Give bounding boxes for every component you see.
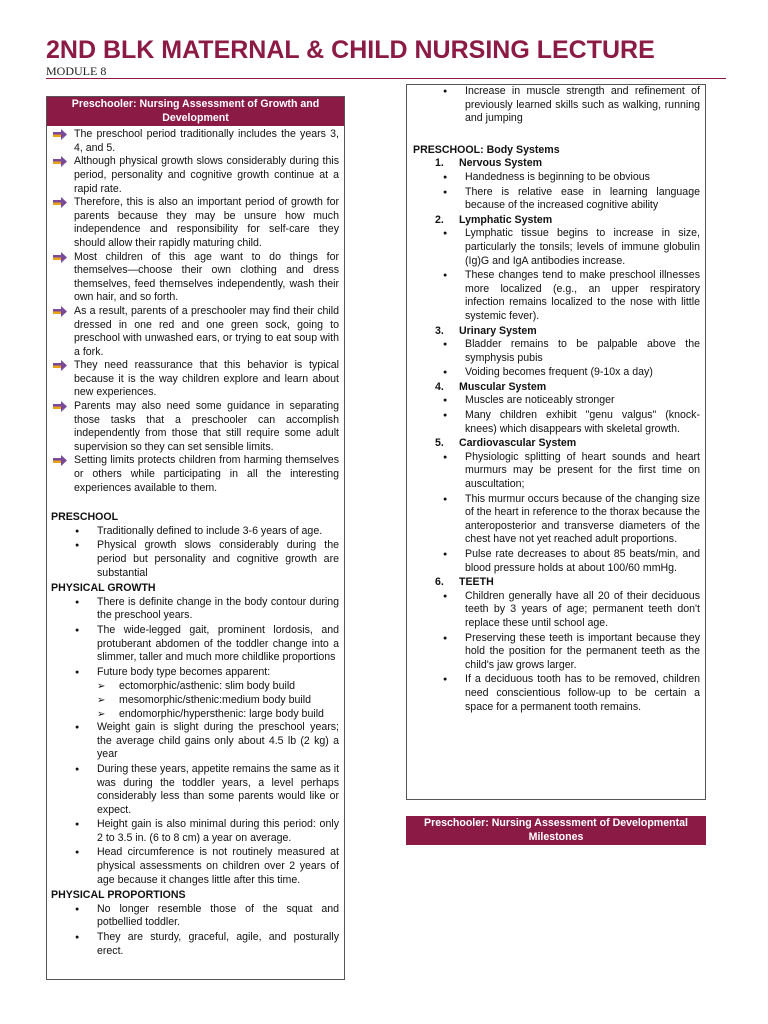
arrow-bullet-icon: [53, 252, 67, 263]
list-item: ● There is relative ease in learning language because of the increased cognitive ability: [413, 186, 700, 213]
system-name: Urinary System: [459, 324, 537, 337]
list-item-text: endomorphic/hypersthenic: large body build: [119, 707, 324, 720]
list-item: ● Voiding becomes frequent (9-10x a day): [413, 366, 700, 380]
list-item: [51, 818, 339, 845]
arrow-bullet-icon: [53, 401, 67, 412]
top-list: [413, 85, 700, 126]
list-item: ● Children generally have all 20 of their deciduous teeth by 3 years of age; permanent teeth don't replace these until school age.: [413, 590, 700, 631]
header-divider: [46, 78, 726, 79]
section-header-growth-development: Preschooler: Nursing Assessment of Growth and Development: [47, 97, 344, 126]
arrow-bullet-icon: [53, 197, 67, 208]
system-number: 5.: [435, 437, 444, 450]
list-item-text: As a result, parents of a preschooler may find their child dressed in one red and one green sock, going to preschool with unwashed ears, or trying to eat soup with a fork.: [74, 304, 339, 358]
system-name: Muscular System: [459, 380, 547, 393]
list-item: ● Many children exhibit "genu valgus" (knock-knees) which disappears with skeletal growth.: [413, 409, 700, 436]
system-title: [413, 325, 700, 339]
list-item: [51, 305, 339, 359]
body-systems: [413, 157, 700, 714]
list-item: ● This murmur occurs because of the changing size of the heart in reference to the thorax because the anteroposterior and transverse diameters of the chest have not yet reached adult proportions.: [413, 493, 700, 547]
intro-list: [51, 128, 339, 495]
list-item-text: Height gain is also minimal during this period: only 2 to 3.5 in. (6 to 8 cm) a year on average.: [97, 818, 339, 844]
list-item: ● Bladder remains to be palpable above the symphysis pubis: [413, 338, 700, 365]
system-items: [413, 451, 700, 575]
system-name: Lymphatic System: [459, 213, 553, 226]
list-item-text: Future body type becomes apparent:: [97, 665, 271, 678]
list-item: [51, 680, 339, 694]
list-item-text: Parents may also need some guidance in separating those tasks that a preschooler can accomplish independently from those that still require some adult supervision so they can set sensible limits.: [74, 400, 339, 453]
system-items: [413, 394, 700, 436]
system-title: [413, 576, 700, 590]
system-title: [413, 437, 700, 451]
system-number: 2.: [435, 213, 444, 226]
list-item: ● Physiologic splitting of heart sounds and heart murmurs may be present for the first time on auscultation;: [413, 451, 700, 492]
system-number: 4.: [435, 380, 444, 393]
right-column: [406, 84, 706, 800]
system-items: [413, 338, 700, 380]
list-item-text: They are sturdy, graceful, agile, and posturally erect.: [97, 931, 339, 957]
list-item: [51, 708, 339, 722]
list-item-text: The preschool period traditionally includes the years 3, 4, and 5.: [74, 128, 339, 154]
list-item: [51, 666, 339, 680]
list-item: [51, 359, 339, 400]
list-item-text: Most children of this age want to do things for themselves—choose their own clothing and dress themselves, feed themselves independently, wash their own hair, and so forth.: [74, 250, 339, 304]
list-item-text: They need reassurance that this behavior is typical because it is the way children explore and learn about new experiences.: [74, 359, 339, 399]
list-item: [51, 721, 339, 762]
system-title: [413, 214, 700, 228]
list-item-text: There is definite change in the body contour during the preschool years.: [97, 595, 339, 622]
system-name: Cardiovascular System: [459, 437, 577, 450]
physical-growth-list: [51, 596, 339, 680]
list-item: [51, 454, 339, 495]
list-item-text: Physical growth slows considerably during the period but personality and cognitive growth are substantial: [97, 539, 339, 579]
list-item: ● Preserving these teeth is important because they hold the position for the permanent teeth as the child's jaw grows larger.: [413, 632, 700, 673]
list-item: ● If a deciduous tooth has to be removed, children need conscientious follow-up to be certain a space for a permanent tooth remains.: [413, 673, 700, 714]
page-title: 2ND BLK MATERNAL & CHILD NURSING LECTURE: [46, 36, 655, 64]
system-title: [413, 381, 700, 395]
list-item-text: During these years, appetite remains the same as it was during the toddler years, a level perhaps considerably less than some parents would like or expect.: [97, 762, 340, 816]
list-item-text: Traditionally defined to include 3-6 years of age.: [97, 524, 323, 537]
list-item-text: The wide-legged gait, prominent lordosis, and protuberant abdomen of the toddler change into a slimmer, taller and much more childlike proportions: [97, 623, 339, 664]
arrow-bullet-icon: [53, 360, 67, 371]
list-item-text: No longer resemble those of the squat and potbellied toddler.: [97, 902, 339, 929]
system-items: [413, 590, 700, 714]
arrow-bullet-icon: [53, 455, 67, 466]
body-type-list: [51, 680, 339, 721]
list-item: [51, 400, 339, 454]
list-item: [51, 525, 339, 539]
system-title: [413, 157, 700, 171]
list-item: [51, 596, 339, 623]
list-item: ● These changes tend to make preschool illnesses more localized (e.g., an upper respiratory infection remains localized to the nose with little systemic fever).: [413, 269, 700, 323]
body-systems-heading: PRESCHOOL: Body Systems: [413, 143, 560, 156]
arrow-bullet-icon: [53, 306, 67, 317]
list-item: [51, 539, 339, 580]
list-item-text: Although physical growth slows considerably during this period, personality and cognitive growth continue at a rapid rate.: [74, 155, 339, 195]
list-item: [51, 903, 339, 930]
physical-growth-list-2: [51, 721, 339, 887]
list-item: [51, 931, 339, 958]
list-item-text: Head circumference is not routinely measured at physical assessments on children over 2 years of age because it changes little after this time.: [97, 846, 339, 886]
list-item-text: mesomorphic/sthenic:medium body build: [119, 693, 311, 706]
list-item: [51, 846, 339, 887]
list-item: ● Handedness is beginning to be obvious: [413, 171, 700, 185]
list-item-text: Setting limits protects children from harming themselves or others while participating in all the interesting experiences available to them.: [74, 454, 339, 494]
physical-proportions-heading: PHYSICAL PROPORTIONS: [51, 889, 186, 902]
system-items: [413, 171, 700, 213]
physical-growth-heading: PHYSICAL GROWTH: [51, 582, 156, 595]
list-item: [51, 196, 339, 250]
module-label: MODULE 8: [46, 64, 107, 78]
preschool-heading: PRESCHOOL: [51, 511, 119, 524]
left-column: [46, 96, 345, 980]
system-number: 1.: [435, 157, 444, 170]
section-header-developmental-milestones: Preschooler: Nursing Assessment of Developmental Milestones: [406, 816, 706, 845]
system-items: [413, 227, 700, 323]
list-item: ● Pulse rate decreases to about 85 beats/min, and blood pressure holds at about 100/60 mmHg.: [413, 548, 700, 575]
system-name: TEETH: [459, 576, 494, 589]
list-item-text: ectomorphic/asthenic: slim body build: [119, 680, 296, 693]
list-item: ● Increase in muscle strength and refinement of previously learned skills such as walking, running and jumping: [413, 85, 700, 126]
list-item: [51, 763, 339, 817]
system-name: Nervous System: [459, 157, 543, 170]
system-number: 3.: [435, 324, 444, 337]
arrow-bullet-icon: [53, 129, 67, 140]
list-item: ● Lymphatic tissue begins to increase in size, particularly the tonsils; levels of immune globulin (Ig)G and IgA antibodies increase.: [413, 227, 700, 268]
list-item: [51, 624, 339, 665]
list-item: [51, 251, 339, 305]
list-item: ● Muscles are noticeably stronger: [413, 394, 700, 408]
preschool-list: [51, 525, 339, 580]
system-number: 6.: [435, 576, 444, 589]
list-item-text: Therefore, this is also an important period of growth for parents because they may be unsure how much independence and responsibility for self-care they should allow their rapidly maturing child.: [74, 196, 339, 249]
list-item: [51, 128, 339, 155]
list-item-text: Weight gain is slight during the preschool years; the average child gains only about 4.5 lb (2 kg) a year: [97, 721, 339, 761]
physical-proportions-list: [51, 903, 339, 958]
list-item: [51, 155, 339, 196]
arrow-bullet-icon: [53, 156, 67, 167]
list-item: [51, 694, 339, 708]
